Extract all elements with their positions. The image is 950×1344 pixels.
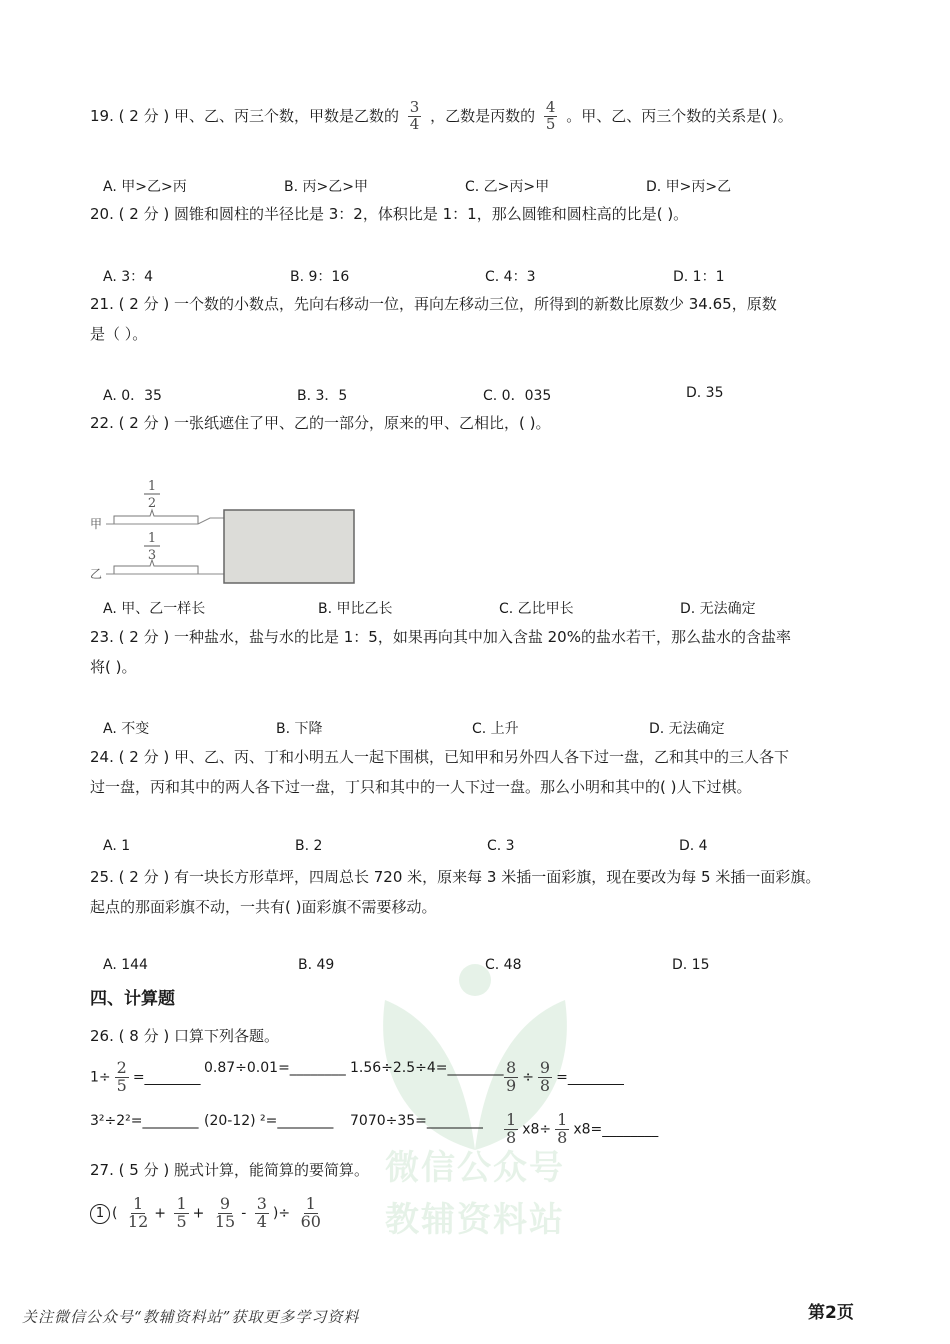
calc-27-1: 1 ( $\frac{1}{12}$ + $\frac{1}{5}$ + $\frac{9}{15}$ - $\frac{3}{4}$ )÷ $\frac{1}{60}$ bbox=[90, 1196, 327, 1231]
question-text-line2: 起点的那面彩旗不动，一共有( )面彩旗不需要移动。 bbox=[90, 898, 437, 916]
question-20 bbox=[90, 199, 688, 229]
figure-frac-bot-den: 3 bbox=[147, 548, 157, 563]
option-c: C. 3 bbox=[487, 838, 515, 854]
figure-segment-jia bbox=[106, 518, 224, 524]
question-text: 口算下列各题。 bbox=[173, 1027, 279, 1045]
circled-number: 1 bbox=[90, 1204, 110, 1224]
footer-note: 关注微信公众号“教辅资料站”获取更多学习资料 bbox=[22, 1308, 360, 1326]
option-b: B. 2 bbox=[295, 838, 323, 854]
figure-frac-bot-num: 1 bbox=[147, 531, 157, 546]
figure-brace-top bbox=[114, 510, 198, 524]
figure-cover-paper bbox=[224, 510, 354, 583]
option-b: B. 下降 bbox=[276, 721, 323, 737]
option-b: B. 9：16 bbox=[290, 269, 350, 285]
question-text: ，乙数是丙数的 bbox=[430, 106, 536, 125]
watermark-line2: 教辅资料站 bbox=[385, 1200, 565, 1240]
option-c: C. 上升 bbox=[472, 721, 519, 737]
question-score: ( 8 分 ) bbox=[118, 1027, 170, 1045]
question-19 bbox=[90, 100, 793, 133]
question-score: ( 2 分 ) bbox=[118, 106, 170, 125]
figure-label-yi: 乙 bbox=[90, 567, 103, 581]
question-text: 一种盐水，盐与水的比是 1：5，如果再向其中加入含盐 20%的盐水若干，那么盐水的含盐率 bbox=[173, 628, 791, 646]
question-23 bbox=[90, 622, 791, 652]
option-d: D. 4 bbox=[679, 838, 708, 854]
question-score: ( 5 分 ) bbox=[118, 1161, 170, 1179]
calc-1a: 1÷ $\frac{2}{5}$ =________ bbox=[90, 1058, 201, 1095]
segment-figure bbox=[86, 476, 361, 588]
fraction: $\frac{4}{5}$ bbox=[545, 98, 556, 133]
page-number: 第2页 bbox=[808, 1303, 854, 1323]
option-b: B. 49 bbox=[298, 957, 335, 973]
option-d: D. 15 bbox=[672, 957, 710, 973]
option-c: C. 4：3 bbox=[485, 269, 536, 285]
question-text: 圆锥和圆柱的半径比是 3：2，体积比是 1：1，那么圆锥和圆柱高的比是( )。 bbox=[173, 205, 689, 223]
option-c: C. 48 bbox=[485, 957, 522, 973]
question-25 bbox=[90, 862, 820, 892]
question-score: ( 2 分 ) bbox=[118, 868, 170, 886]
option-c: C. 乙>丙>甲 bbox=[465, 179, 550, 195]
question-text: 一张纸遮住了甲、乙的一部分，原来的甲、乙相比，( )。 bbox=[173, 414, 551, 432]
question-score: ( 2 分 ) bbox=[118, 205, 170, 223]
question-text: 有一块长方形草坪，四周总长 720 米，原来每 3 米插一面彩旗，现在要改为每 5 米插一面彩旗。 bbox=[173, 868, 821, 886]
option-c: C. 0．035 bbox=[483, 388, 552, 404]
question-score: ( 2 分 ) bbox=[118, 628, 170, 646]
watermark bbox=[345, 960, 605, 1250]
option-b: B. 甲比乙长 bbox=[318, 601, 393, 617]
question-number: 25. bbox=[90, 868, 114, 886]
calc-1d: $\frac{8}{9}$ ÷ $\frac{9}{8}$ =________ bbox=[506, 1058, 624, 1095]
calc-2c: 7070÷35=________ bbox=[350, 1113, 483, 1129]
option-d: D. 无法确定 bbox=[680, 601, 756, 617]
figure-frac-top-num: 1 bbox=[147, 479, 157, 494]
watermark-line1: 微信公众号 bbox=[385, 1148, 565, 1188]
question-score: ( 2 分 ) bbox=[118, 748, 170, 766]
question-22 bbox=[90, 408, 550, 438]
question-21 bbox=[90, 289, 777, 319]
option-b: B. 3．5 bbox=[297, 388, 348, 404]
question-number: 23. bbox=[90, 628, 114, 646]
question-number: 26. bbox=[90, 1027, 114, 1045]
calc-2d: $\frac{1}{8}$ x8÷ $\frac{1}{8}$ x8=________ bbox=[506, 1110, 659, 1147]
option-a: A. 不变 bbox=[103, 721, 150, 737]
option-a: A. 0．35 bbox=[103, 388, 162, 404]
option-a: A. 甲、乙一样长 bbox=[103, 601, 206, 617]
question-text: 脱式计算，能简算的要简算。 bbox=[173, 1161, 369, 1179]
fraction: $\frac{3}{4}$ bbox=[409, 98, 420, 133]
question-text: 甲、乙、丙、丁和小明五人一起下围棋，已知甲和另外四人各下过一盘，乙和其中的三人各下 bbox=[173, 748, 789, 766]
option-d: D. 甲>丙>乙 bbox=[646, 179, 732, 195]
option-a: A. 1 bbox=[103, 838, 131, 854]
option-d: D. 无法确定 bbox=[649, 721, 725, 737]
question-text-line2: 将( )。 bbox=[90, 658, 137, 676]
question-number: 21. bbox=[90, 295, 114, 313]
figure-frac-top-den: 2 bbox=[147, 496, 157, 511]
question-26 bbox=[90, 1021, 279, 1051]
option-c: C. 乙比甲长 bbox=[499, 601, 574, 617]
question-number: 22. bbox=[90, 414, 114, 432]
question-text-line2: 是（ ）。 bbox=[90, 325, 148, 343]
option-a: A. 3：4 bbox=[103, 269, 154, 285]
calc-2a: 3²÷2²=________ bbox=[90, 1113, 199, 1129]
option-a: A. 144 bbox=[103, 957, 148, 973]
question-score: ( 2 分 ) bbox=[118, 414, 170, 432]
calc-1b: 0.87÷0.01=________ bbox=[204, 1060, 346, 1076]
option-d: D. 1：1 bbox=[673, 269, 725, 285]
question-text-line2: 过一盘，丙和其中的两人各下过一盘，丁只和其中的一人下过一盘。那么小明和其中的( )人下过棋。 bbox=[90, 778, 752, 796]
question-text: 甲、乙、丙三个数，甲数是乙数的 bbox=[173, 106, 399, 125]
question-text: 。甲、乙、丙三个数的关系是( )。 bbox=[566, 106, 793, 125]
question-number: 19. bbox=[90, 106, 114, 125]
option-d: D. 35 bbox=[686, 385, 724, 401]
question-number: 20. bbox=[90, 205, 114, 223]
section-heading: 四、计算题 bbox=[90, 989, 175, 1009]
question-number: 24. bbox=[90, 748, 114, 766]
question-24 bbox=[90, 742, 789, 772]
option-a: A. 甲>乙>丙 bbox=[103, 179, 187, 195]
calc-1c: 1.56÷2.5÷4=________ bbox=[350, 1060, 504, 1076]
question-27 bbox=[90, 1155, 369, 1185]
question-score: ( 2 分 ) bbox=[118, 295, 170, 313]
option-b: B. 丙>乙>甲 bbox=[284, 179, 368, 195]
figure-label-jia: 甲 bbox=[90, 517, 103, 531]
question-number: 27. bbox=[90, 1161, 114, 1179]
question-text: 一个数的小数点，先向右移动一位，再向左移动三位，所得到的新数比原数少 34.65，原数 bbox=[173, 295, 777, 313]
calc-2b: (20-12) ²=________ bbox=[204, 1113, 334, 1129]
